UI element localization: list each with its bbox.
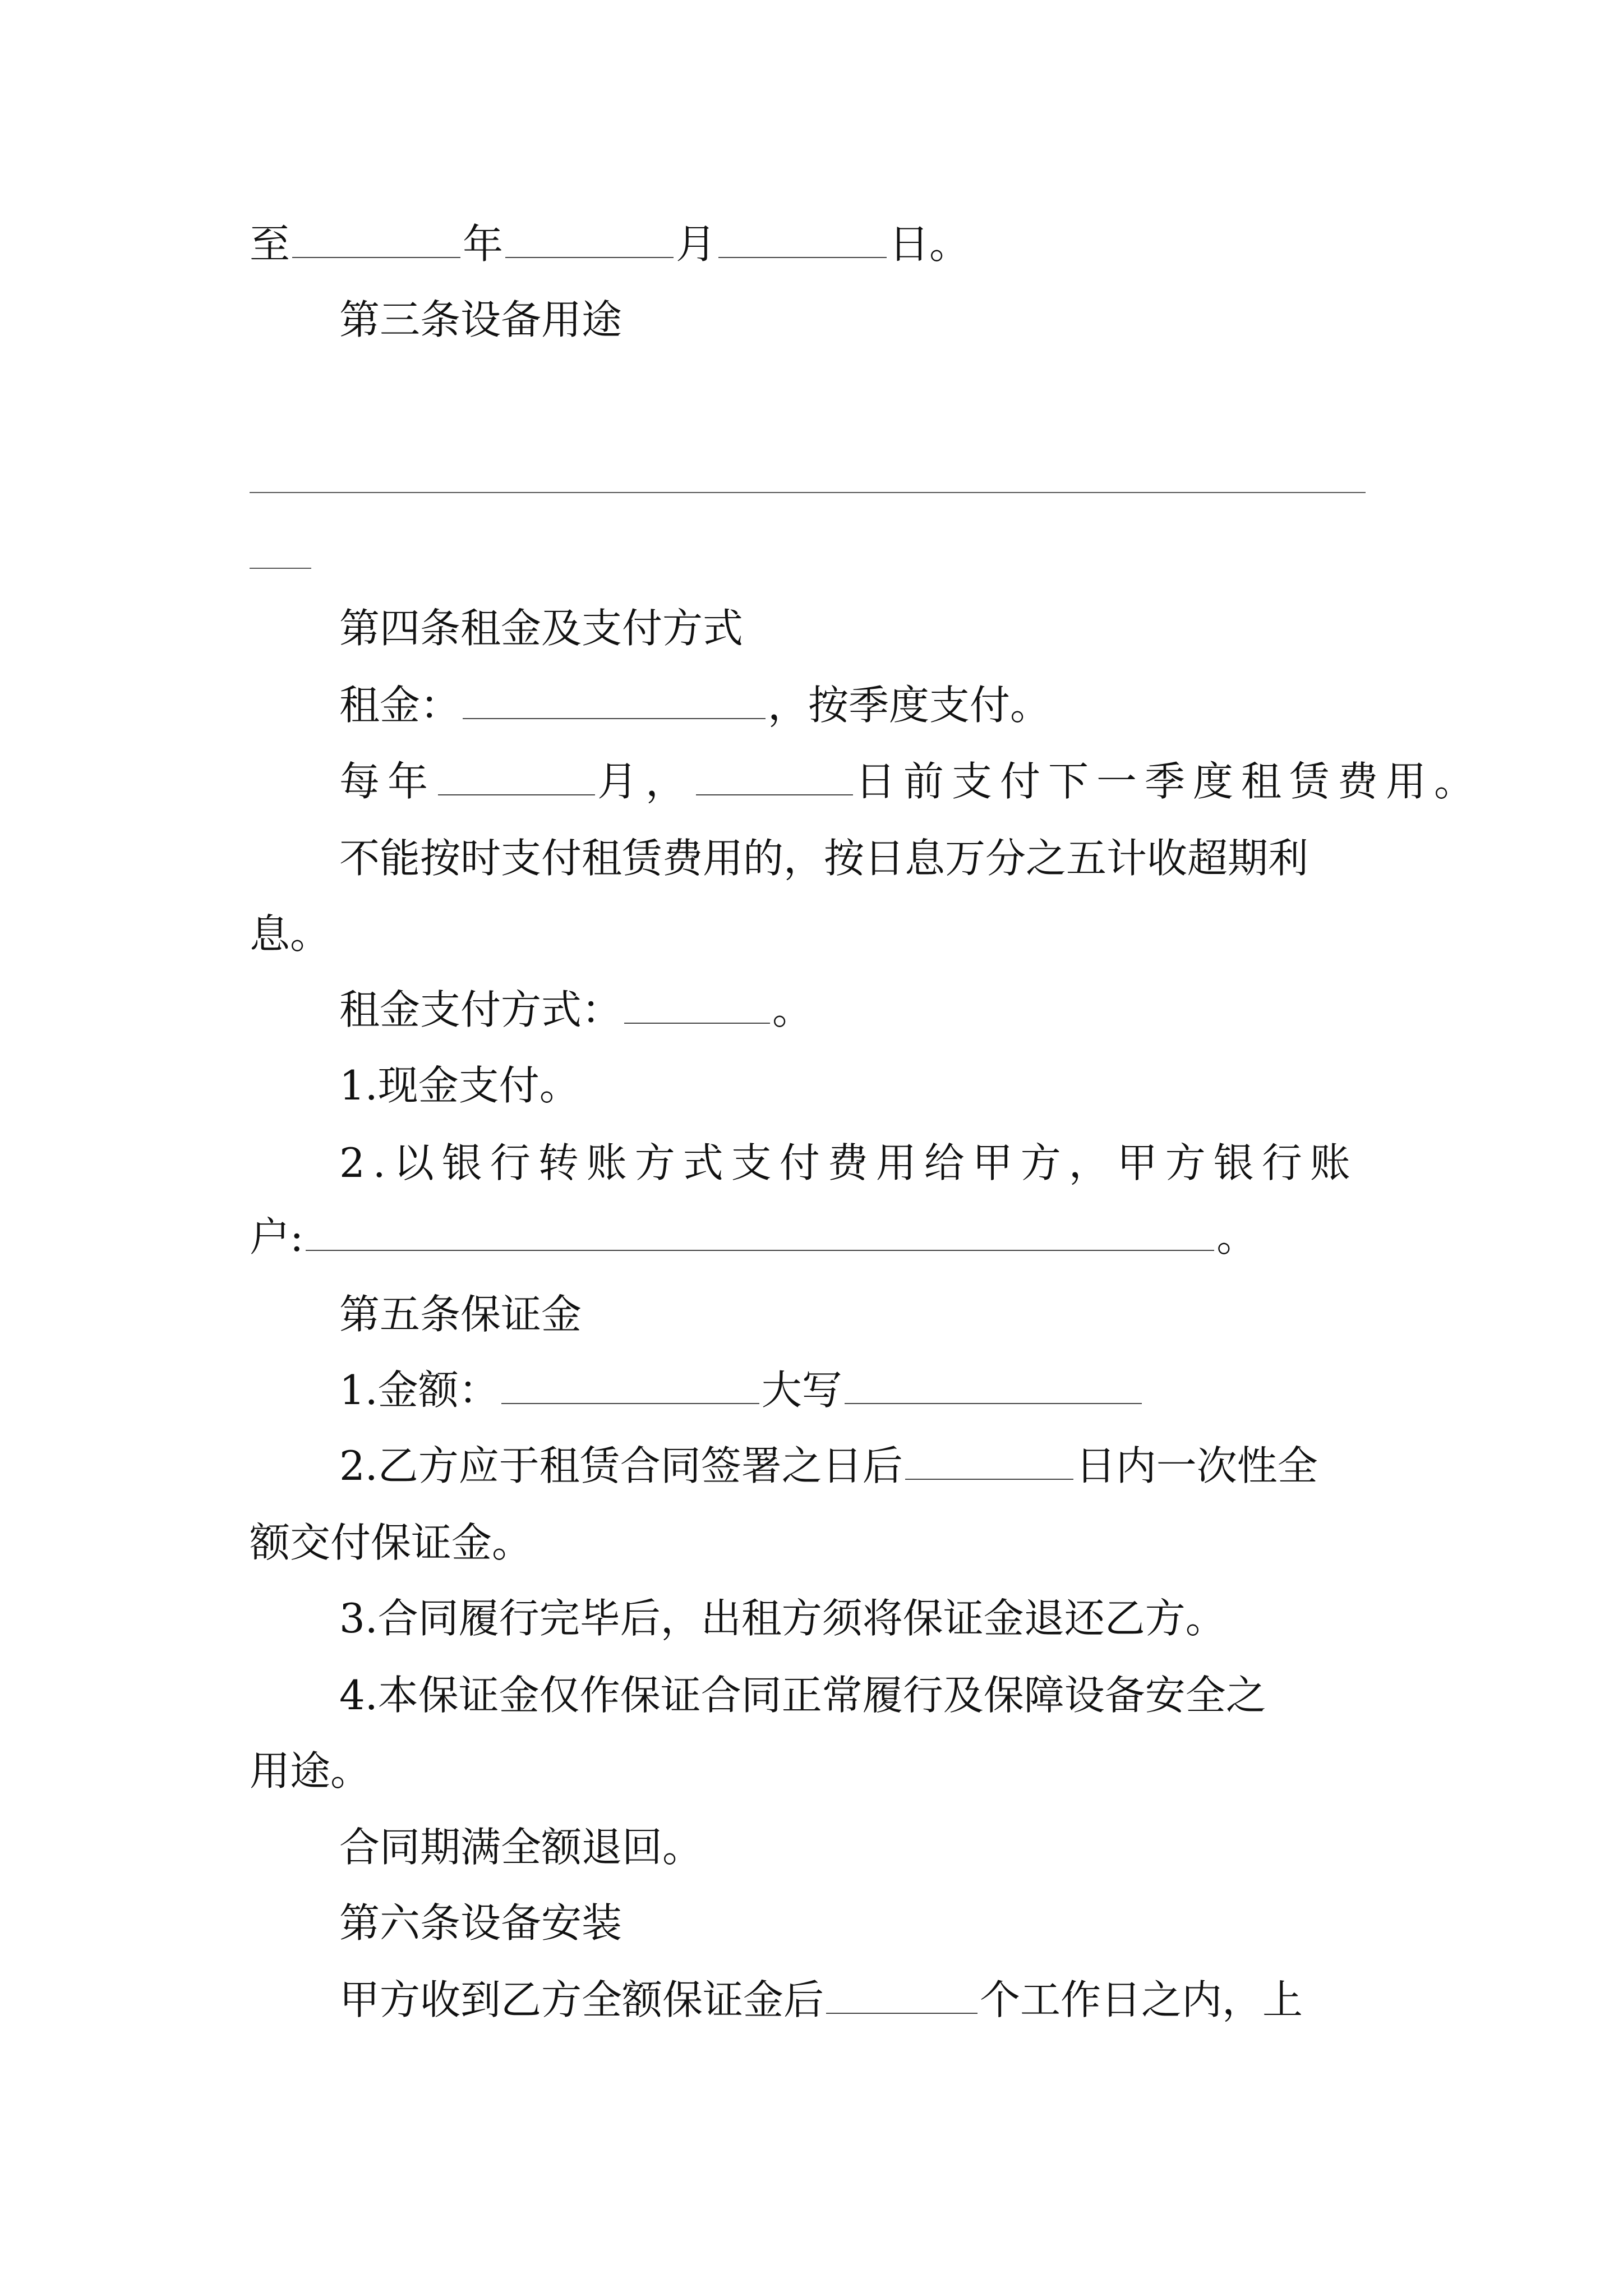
text: 年 (463, 220, 504, 268)
deposit-amount-line (339, 1365, 1144, 1415)
install-days-blank[interactable] (826, 2008, 978, 2014)
text: 至 (250, 220, 291, 268)
text: 2.乙方应于租赁合同签署之日后 (339, 1442, 903, 1489)
end-date-line (250, 219, 970, 269)
bank-account-line (250, 1212, 1257, 1262)
payment-method-blank[interactable] (624, 1018, 770, 1024)
text: ，按季度支付。 (768, 682, 1051, 729)
text: 日内一次性全 (1075, 1442, 1318, 1489)
deposit-clause-2 (339, 1441, 1318, 1491)
deposit-days-blank[interactable] (905, 1474, 1073, 1480)
text: 月 (676, 220, 717, 268)
article-4-title: 第四条租金及支付方式 (339, 605, 744, 652)
text: 大写 (761, 1366, 842, 1414)
text: 日前支付下一季度租赁费用。 (855, 758, 1483, 805)
option-bank-transfer: 2.以银行转账方式支付费用给甲方，甲方银行账 (339, 1139, 1358, 1186)
text: 1.金额： (339, 1366, 499, 1414)
text: 租金支付方式： (339, 986, 623, 1033)
text: 每年 (339, 758, 436, 805)
deposit-amount-words-blank[interactable] (845, 1398, 1142, 1404)
option-cash: 1.现金支付。 (339, 1062, 580, 1109)
bank-account-blank[interactable] (306, 1245, 1214, 1251)
year-blank[interactable] (292, 252, 460, 258)
late-fee-line-cont: 息。 (250, 910, 331, 958)
text: 。 (1216, 1213, 1257, 1260)
payment-method-line (339, 984, 813, 1035)
article-5-title: 第五条保证金 (339, 1291, 582, 1338)
text: 个工作日之内，上 (980, 1976, 1303, 2023)
purpose-blank-line-1[interactable] (250, 492, 1366, 493)
purpose-blank-line-2[interactable] (250, 568, 311, 569)
pay-day-blank[interactable] (696, 790, 853, 795)
article-3-title: 第三条设备用途 (339, 296, 623, 343)
rent-line (339, 680, 1050, 730)
deposit-clause-4: 4.本保证金仅作保证合同正常履行及保障设备安全之 (339, 1672, 1266, 1719)
text: 甲方收到乙方全额保证金后 (339, 1976, 824, 2023)
rent-amount-blank[interactable] (463, 714, 766, 719)
deposit-amount-blank[interactable] (501, 1398, 759, 1404)
installation-line (339, 1975, 1303, 2025)
day-blank[interactable] (718, 252, 887, 258)
month-blank[interactable] (505, 252, 674, 258)
text: 户: (250, 1213, 304, 1260)
article-6-title: 第六条设备安装 (339, 1899, 623, 1947)
deposit-refund-line: 合同期满全额退回。 (339, 1824, 703, 1871)
text: 月， (597, 758, 694, 805)
pay-month-blank[interactable] (438, 790, 595, 795)
text: 日。 (889, 220, 970, 268)
deposit-clause-2-cont: 额交付保证金。 (250, 1519, 533, 1566)
payment-date-line (339, 756, 1482, 807)
deposit-clause-3: 3.合同履行完毕后，出租方须将保证金退还乙方。 (339, 1595, 1226, 1642)
text: 。 (772, 986, 813, 1033)
late-fee-line: 不能按时支付租赁费用的，按日息万分之五计收超期利 (339, 835, 1309, 882)
text: 租金： (339, 682, 461, 729)
deposit-clause-4-cont: 用途。 (250, 1747, 371, 1795)
